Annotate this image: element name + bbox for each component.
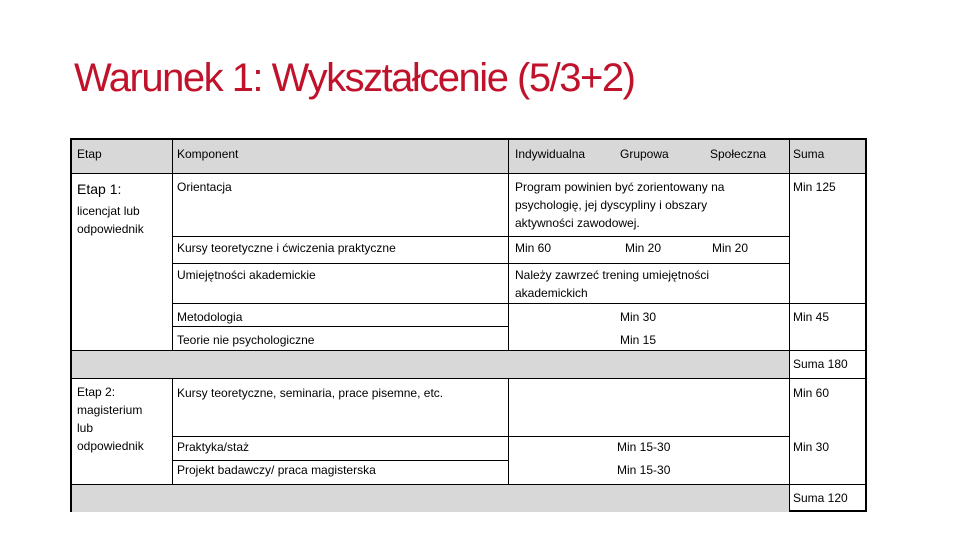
- header-indywidualna: Indywidualna: [515, 147, 586, 161]
- komponent-teorie: Teorie nie psychologiczne: [177, 333, 315, 347]
- komponent-kursy: Kursy teoretyczne i ćwiczenia praktyczne: [177, 241, 396, 255]
- header-spoleczna: Społeczna: [710, 147, 767, 161]
- komponent-kursy-seminaria: Kursy teoretyczne, seminaria, prace pisemne, etc.: [177, 386, 444, 400]
- stage2-label: Etap 2: magisterium lub odpowiednik: [77, 385, 144, 453]
- praktyka-suma: Min 30: [793, 440, 830, 454]
- orientacja-text: Program powinien być zorientowany na psychologię, jej dyscypliny i obszary aktywności zawodowej.: [515, 180, 725, 230]
- education-table: [70, 138, 867, 512]
- komponent-praktyka: Praktyka/staż: [177, 440, 250, 454]
- teorie-value: Min 15: [620, 333, 657, 347]
- header-komponent: Komponent: [177, 147, 239, 161]
- komponent-projekt: Projekt badawczy/ praca magisterska: [177, 463, 376, 477]
- header-grupowa: Grupowa: [620, 147, 669, 161]
- stage1-sublabel: licencjat lub odpowiednik: [77, 204, 144, 236]
- umiejetnosci-text: Należy zawrzeć trening umiejętności akademickich: [515, 268, 710, 300]
- komponent-orientacja: Orientacja: [177, 180, 232, 194]
- metodologia-value: Min 30: [620, 310, 657, 324]
- stage1-suma-total: Suma 180: [793, 357, 848, 371]
- header-etap: Etap: [77, 147, 102, 161]
- stage1-suma-mid: Min 45: [793, 310, 830, 324]
- komponent-metodologia: Metodologia: [177, 310, 243, 324]
- stage1-total-band: [72, 350, 789, 378]
- stage1-label: Etap 1:: [77, 181, 122, 197]
- page-title: Warunek 1: Wykształcenie (5/3+2): [74, 56, 635, 100]
- stage2-total-band: [72, 484, 789, 512]
- kursy-grp: Min 20: [625, 241, 662, 255]
- kursy-spo: Min 20: [712, 241, 749, 255]
- praktyka-value: Min 15-30: [617, 440, 671, 454]
- stage2-suma-total: Suma 120: [793, 491, 848, 505]
- komponent-umiejetnosci: Umiejętności akademickie: [177, 268, 316, 282]
- header-suma: Suma: [793, 147, 825, 161]
- projekt-value: Min 15-30: [617, 463, 671, 477]
- kursy-seminaria-suma: Min 60: [793, 386, 830, 400]
- kursy-ind: Min 60: [515, 241, 552, 255]
- stage1-suma-top: Min 125: [793, 180, 836, 194]
